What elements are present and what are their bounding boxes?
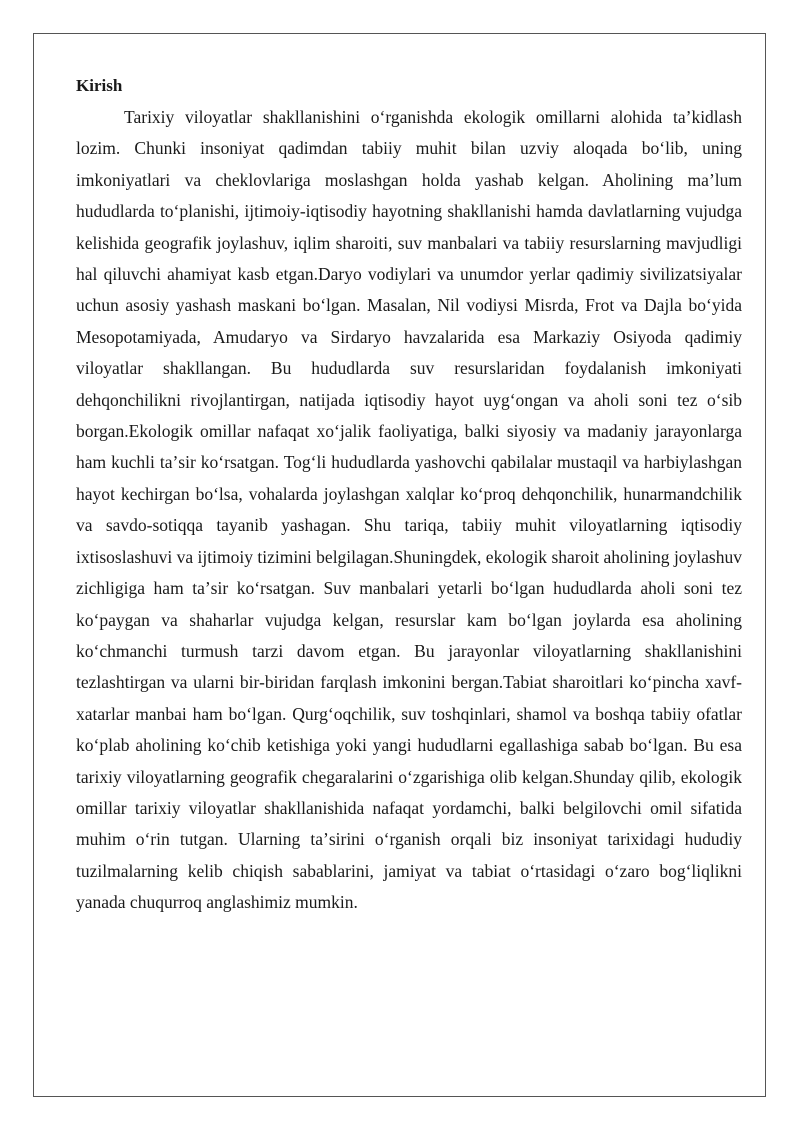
document-content [76,74,742,919]
body-paragraph: Tarixiy viloyatlar shakllanishini oʻrganishda ekologik omillarni alohida taʼkidlash lozim. Chunki insoniyat qadimdan tabiiy muhit bilan uzviy aloqada boʻlib, uning imkoniyatlari va cheklovlariga moslashgan holda yashab kelgan. Aholining maʼlum hududlarda toʻplanishi, ijtimoiy-iqtisodiy hayotning shakllanishi hamda davlatlarning vujudga kelishida geografik joylashuv, iqlim sharoiti, suv manbalari va tabiiy resurslarning mavjudligi hal qiluvchi ahamiyat kasb etgan.Daryo vodiylari va unumdor yerlar qadimiy sivilizatsiyalar uchun asosiy yashash maskani boʻlgan. Masalan, Nil vodiysi Misrda, Frot va Dajla boʻyida Mesopotamiyada, Amudaryo va Sirdaryo havzalarida esa Markaziy Osiyoda qadimiy viloyatlar shakllangan. Bu hududlarda suv resurslaridan foydalanish imkoniyati dehqonchilikni rivojlantirgan, natijada iqtisodiy hayot uygʻongan va aholi soni tez oʻsib borgan.Ekologik omillar nafaqat xoʻjalik faoliyatiga, balki siyosiy va madaniy jarayonlarga ham kuchli taʼsir koʻrsatgan. Togʻli hududlarda yashovchi qabilalar mustaqil va harbiylashgan hayot kechirgan boʻlsa, vohalarda joylashgan xalqlar koʻproq dehqonchilik, hunarmandchilik va savdo-sotiqqa tayanib yashagan. Shu tariqa, tabiiy muhit viloyatlarning iqtisodiy ixtisoslashuvi va ijtimoiy tizimini belgilagan.Shuningdek, ekologik sharoit aholining joylashuv zichligiga ham taʼsir koʻrsatgan. Suv manbalari yetarli boʻlgan hududlarda aholi soni tez koʻpaygan va shaharlar vujudga kelgan, resurslar kam boʻlgan joylarda esa aholining koʻchmanchi turmush tarzi davom etgan. Bu jarayonlar viloyatlarning shakllanishini tezlashtirgan va ularni bir-biridan farqlash imkonini bergan.Tabiat sharoitlari koʻpincha xavf-xatarlar manbai ham boʻlgan. Qurgʻoqchilik, suv toshqinlari, shamol va boshqa tabiiy ofatlar koʻplab aholining koʻchib ketishiga yoki yangi hududlarni egallashiga sabab boʻlgan. Bu esa tarixiy viloyatlarning geografik chegaralarini oʻzgarishiga olib kelgan.Shunday qilib, ekologik omillar tarixiy viloyatlar shakllanishida nafaqat yordamchi, balki belgilovchi omil sifatida muhim oʻrin tutgan. Ularning taʼsirini oʻrganish orqali biz insoniyat tarixidagi hududiy tuzilmalarning kelib chiqish sabablarini, jamiyat va tabiat oʻrtasidagi oʻzaro bogʻliqlikni yanada chuqurroq anglashimiz mumkin. [76,107,742,913]
section-heading: Kirish [76,76,123,95]
